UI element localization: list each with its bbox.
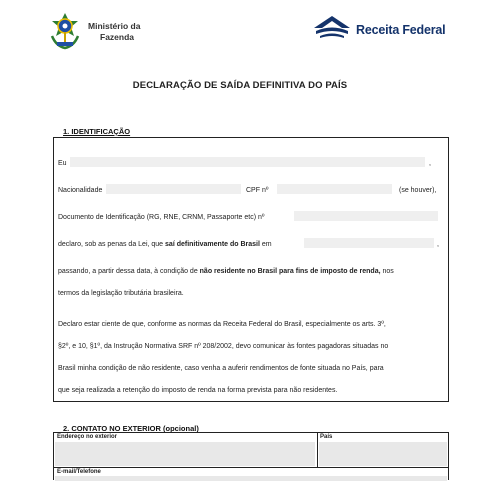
email-phone-field[interactable]: [55, 476, 447, 481]
eu-comma: ,: [429, 160, 431, 167]
paragraph2-line1: Declaro estar ciente de que, conforme as normas da Receita Federal do Brasil, especialmente os arts. 3º,: [58, 321, 386, 328]
cpf-label: CPF nº: [246, 187, 269, 194]
terms-line: termos da legislação tributária brasileira.: [58, 290, 184, 297]
if-any-label: (se houver),: [399, 187, 437, 194]
paragraph2-line3: Brasil minha condição de não residente, caso venha a auferir rendimentos de fonte situada no País, para: [58, 365, 384, 372]
agency-name: Receita Federal: [356, 23, 446, 37]
cpf-field[interactable]: [277, 184, 392, 194]
country-label: País: [320, 434, 333, 440]
address-field[interactable]: [55, 442, 315, 466]
nationality-field[interactable]: [106, 184, 241, 194]
eu-label: Eu: [58, 160, 67, 167]
name-field[interactable]: [70, 157, 425, 167]
section2-title: 2. CONTATO NO EXTERIOR (opcional): [63, 424, 199, 433]
coat-of-arms-icon: [48, 12, 82, 50]
email-phone-label: E-mail/Telefone: [57, 469, 101, 475]
contact-box: [53, 432, 449, 480]
exit-date-field[interactable]: [304, 238, 434, 248]
address-label: Endereço no exterior: [57, 434, 118, 440]
receita-federal-logo-icon: [312, 14, 352, 40]
document-title: DECLARAÇÃO DE SAÍDA DEFINITIVA DO PAÍS: [132, 80, 348, 91]
declare-line: declaro, sob as penas da Lei, que saí definitivamente do Brasil em: [58, 241, 272, 248]
paragraph2-line4: que seja realizada a retenção do imposto de renda na forma prevista para não residentes.: [58, 387, 338, 394]
ministry-name: [88, 21, 140, 43]
row-divider: [54, 467, 448, 468]
nationality-label: Nacionalidade: [58, 187, 103, 194]
nonresident-line: passando, a partir dessa data, à condição de não residente no Brasil para fins de imposto de renda, nos: [58, 268, 394, 275]
ministry-line1: Ministério da: [88, 21, 141, 31]
id-doc-field[interactable]: [294, 211, 438, 221]
page-header: [0, 0, 480, 60]
ministry-line2: Fazenda: [100, 32, 135, 42]
declare-comma: ,: [437, 241, 439, 248]
cell-divider: [317, 433, 318, 468]
id-doc-label: Documento de Identificação (RG, RNE, CRNM, Passaporte etc) nº: [58, 214, 265, 221]
country-field[interactable]: [319, 442, 447, 466]
paragraph2-line2: §2º, e 10, §1º, da Instrução Normativa SRF nº 208/2002, devo comunicar às fontes pagadoras situadas no: [58, 343, 389, 350]
section1-title: 1. IDENTIFICAÇÃO: [63, 127, 131, 136]
identification-box: [53, 137, 449, 402]
